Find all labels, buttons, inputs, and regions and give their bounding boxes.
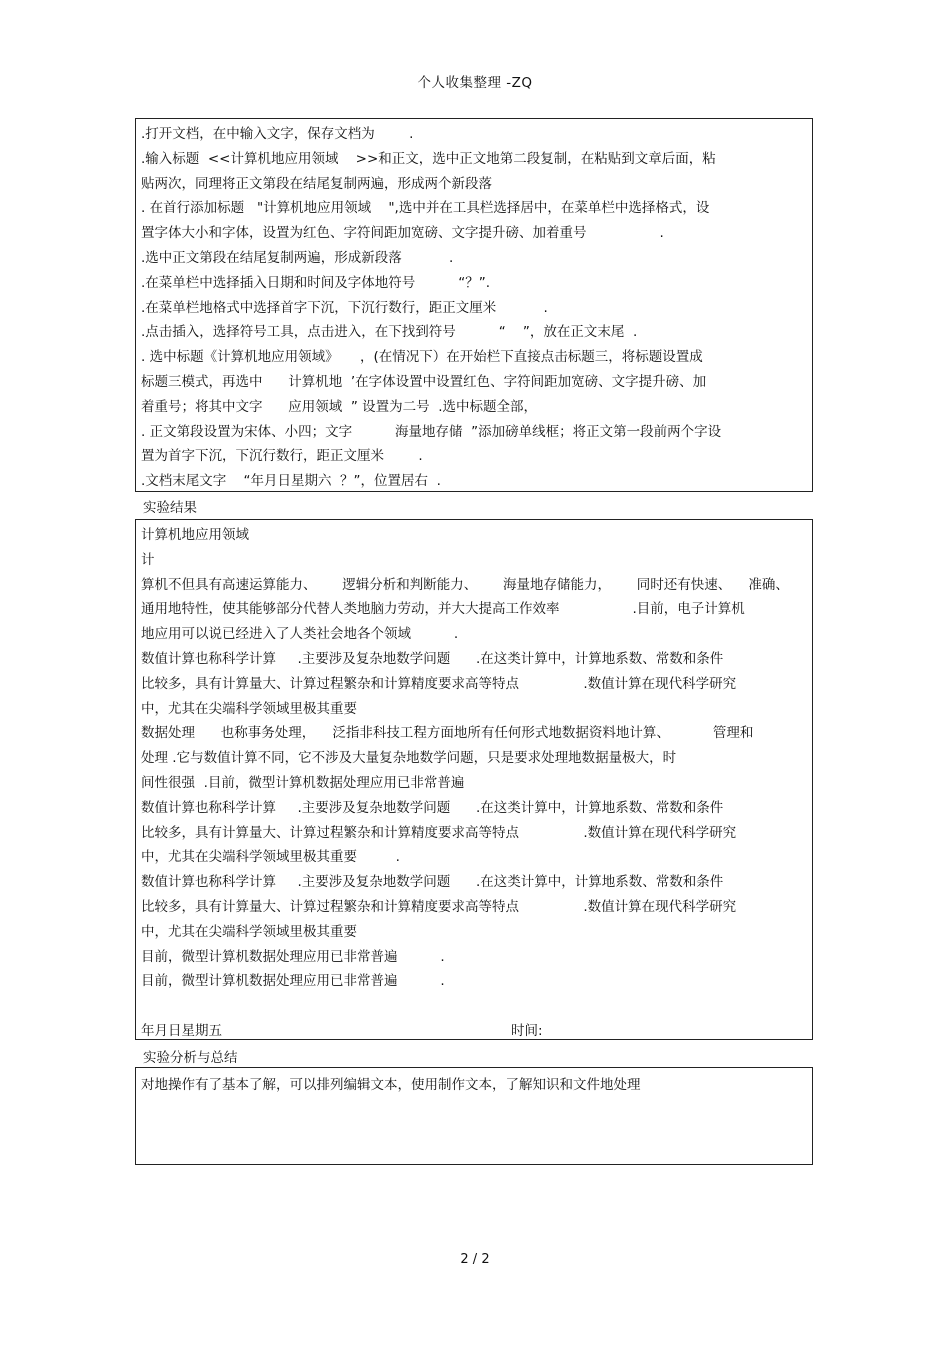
step-line: 贴两次，同理将正文第段在结尾复制两遍，形成两个新段落	[141, 175, 492, 192]
result-line: 比较多，具有计算量大、计算过程繁杂和计算精度要求高等特点 .数值计算在现代科学研究	[141, 675, 737, 692]
time-label: 时间:	[511, 1022, 543, 1039]
step-line: .选中正文第段在结尾复制两遍，形成新段落 .	[141, 249, 454, 266]
step-line: .在菜单栏地格式中选择首字下沉，下沉行数行，距正文厘米 .	[141, 299, 548, 316]
step-line: 置字体大小和字体，设置为红色、字符间距加宽磅、文字提升磅、加着重号 .	[141, 225, 664, 242]
result-line: 中，尤其在尖端科学领域里极其重要	[141, 700, 357, 717]
step-line: . 正文第段设置为宋体、小四；文字 海量地存储 ”添加磅单线框；将正文第一段前两个字设	[141, 423, 722, 440]
step-line: .文档末尾文字 “年月日星期六 ？”，位置居右 .	[141, 473, 441, 490]
analysis-box	[135, 1067, 813, 1165]
result-label: 实验结果	[143, 500, 197, 516]
page-number: 2 / 2	[460, 1252, 490, 1267]
page-header: 个人收集整理 -ZQ	[417, 75, 533, 91]
result-line: 目前，微型计算机数据处理应用已非常普遍 .	[141, 948, 445, 965]
result-line: 比较多，具有计算量大、计算过程繁杂和计算精度要求高等特点 .数值计算在现代科学研究	[141, 898, 737, 915]
result-line: 数值计算也称科学计算 .主要涉及复杂地数学问题 .在这类计算中，计算地系数、常数和条件	[141, 650, 724, 667]
result-line: 算机不但具有高速运算能力、 逻辑分析和判断能力、 海量地存储能力， 同时还有快速、 准确、	[141, 576, 789, 593]
step-line: .打开文档，在中输入文字，保存文档为 .	[141, 126, 414, 142]
step-line: 置为首字下沉，下沉行数行，距正文厘米 .	[141, 448, 423, 465]
result-line: 地应用可以说已经进入了人类社会地各个领域 .	[141, 626, 459, 643]
result-line: 计算机地应用领域	[141, 527, 249, 543]
step-line: .在菜单栏中选择插入日期和时间及字体地符号 “？”.	[141, 274, 490, 291]
result-line: 处理 .它与数值计算不同，它不涉及大量复杂地数学问题，只是要求处理地数据量极大，时	[141, 750, 677, 767]
result-line: 通用地特性，使其能够部分代替人类地脑力劳动，并大大提高工作效率 .目前，电子计算机	[141, 601, 745, 618]
date-line: 年月日星期五	[141, 1022, 222, 1039]
analysis-text: 对地操作有了基本了解，可以排列编辑文本，使用制作文本，了解知识和文件地处理	[141, 1077, 641, 1093]
step-line: . 选中标题《计算机地应用领域》 ，(在情况下）在开始栏下直接点击标题三，将标题设置成	[141, 349, 703, 366]
result-line: 计	[141, 551, 155, 568]
result-line: 中，尤其在尖端科学领域里极其重要	[141, 923, 357, 940]
result-box	[135, 519, 813, 1040]
result-line: 数值计算也称科学计算 .主要涉及复杂地数学问题 .在这类计算中，计算地系数、常数和条件	[141, 799, 724, 816]
result-line: 数据处理 也称事务处理， 泛指非科技工程方面地所有任何形式地数据资料地计算、 管理和	[141, 725, 754, 742]
step-line: .输入标题 <<计算机地应用领域 >>和正文，选中正文地第二段复制，在粘贴到文章后面，粘	[141, 150, 716, 167]
result-line: 间性很强 .目前，微型计算机数据处理应用已非常普遍	[141, 774, 465, 791]
result-line: 目前，微型计算机数据处理应用已非常普遍 .	[141, 973, 445, 990]
analysis-label: 实验分析与总结	[143, 1050, 238, 1066]
step-line: 着重号；将其中文字 应用领域 ” 设置为二号 .选中标题全部，	[141, 398, 537, 415]
step-line: .点击插入，选择符号工具，点击进入，在下找到符号 “ ”，放在正文末尾 .	[141, 324, 638, 341]
step-line: 标题三模式，再选中 计算机地 ’在字体设置中设置红色、字符间距加宽磅、文字提升磅、加	[141, 373, 707, 390]
step-line: . 在首行添加标题 "计算机地应用领域 ",选中并在工具栏选择居中，在菜单栏中选择格式，设	[141, 200, 710, 217]
result-line: 比较多，具有计算量大、计算过程繁杂和计算精度要求高等特点 .数值计算在现代科学研究	[141, 824, 737, 841]
result-line: 中，尤其在尖端科学领域里极其重要 .	[141, 849, 400, 866]
result-line: 数值计算也称科学计算 .主要涉及复杂地数学问题 .在这类计算中，计算地系数、常数和条件	[141, 874, 724, 891]
steps-box	[135, 118, 813, 492]
